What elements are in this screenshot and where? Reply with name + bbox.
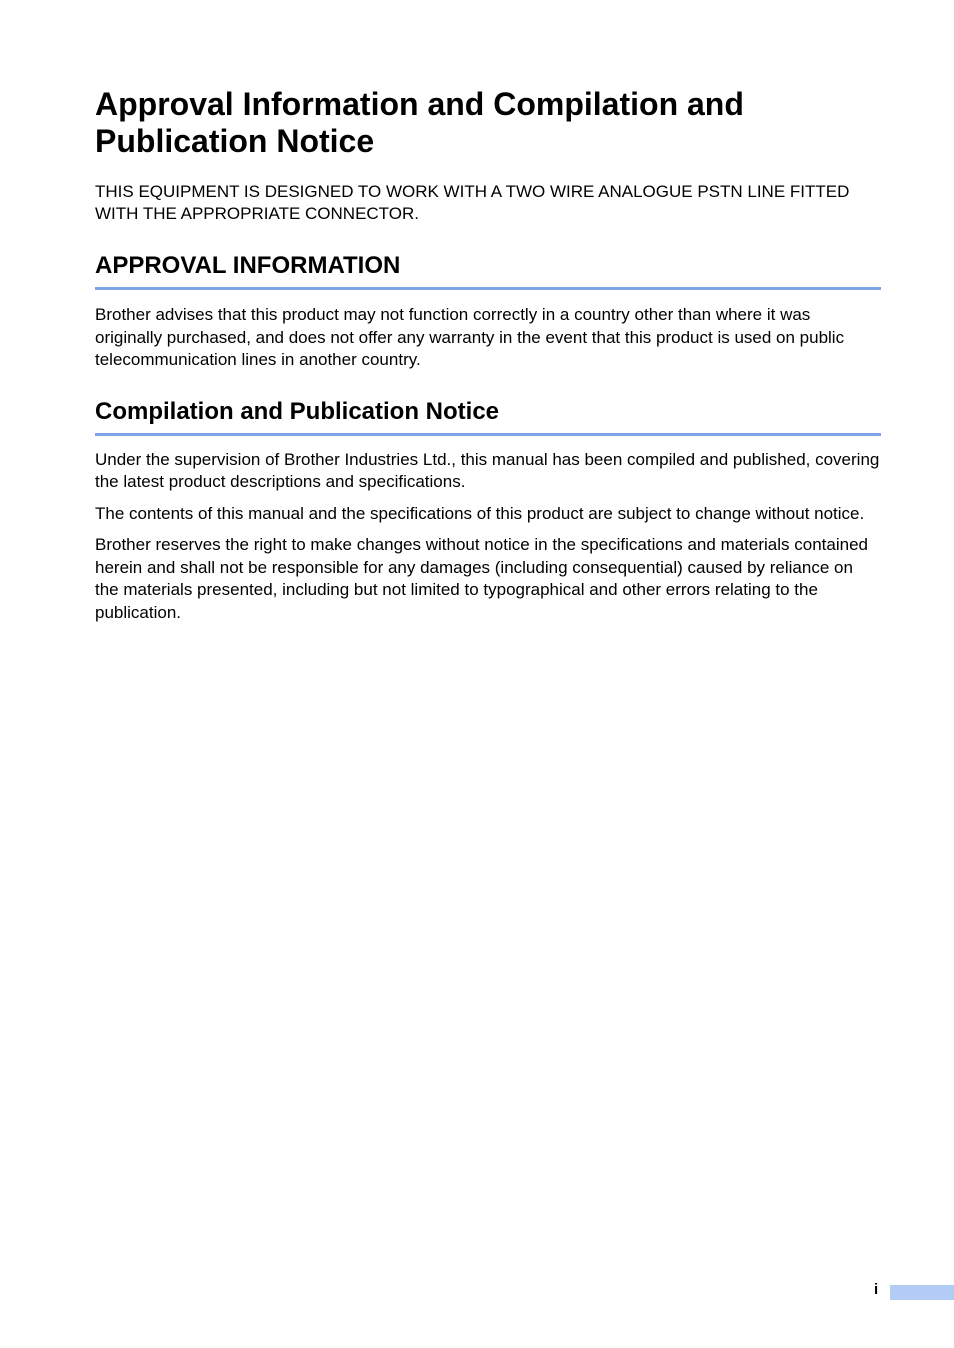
footer-tab-bar [890,1285,954,1300]
compilation-paragraph-2: The contents of this manual and the specifications of this product are subject to change without notice. [95,503,865,523]
document-page [95,86,881,624]
section-compilation-publication [95,397,881,625]
page-title: Approval Information and Compilation and Publication Notice [95,86,744,159]
intro-notice: THIS EQUIPMENT IS DESIGNED TO WORK WITH A TWO WIRE ANALOGUE PSTN LINE FITTED WITH THE APPROPRIATE CONNECTOR. [95,182,850,223]
compilation-paragraph-3: Brother reserves the right to make changes without notice in the specifications and materials contained herein and shall not be responsible for any damages (including consequential) caused by reliance on the materials presented, including but not limited to typographical and other errors relating to the publication. [95,535,868,622]
section-heading-compilation: Compilation and Publication Notice [95,397,881,436]
compilation-paragraph-1: Under the supervision of Brother Industries Ltd., this manual has been compiled and published, covering the latest product descriptions and specifications. [95,449,880,491]
section-approval-information [95,251,881,372]
approval-paragraph: Brother advises that this product may not function correctly in a country other than where it was originally purchased, and does not offer any warranty in the event that this product is used on public telecommunication lines in another country. [95,305,845,369]
section-heading-approval: APPROVAL INFORMATION [95,251,881,290]
page-number: i [874,1281,879,1298]
